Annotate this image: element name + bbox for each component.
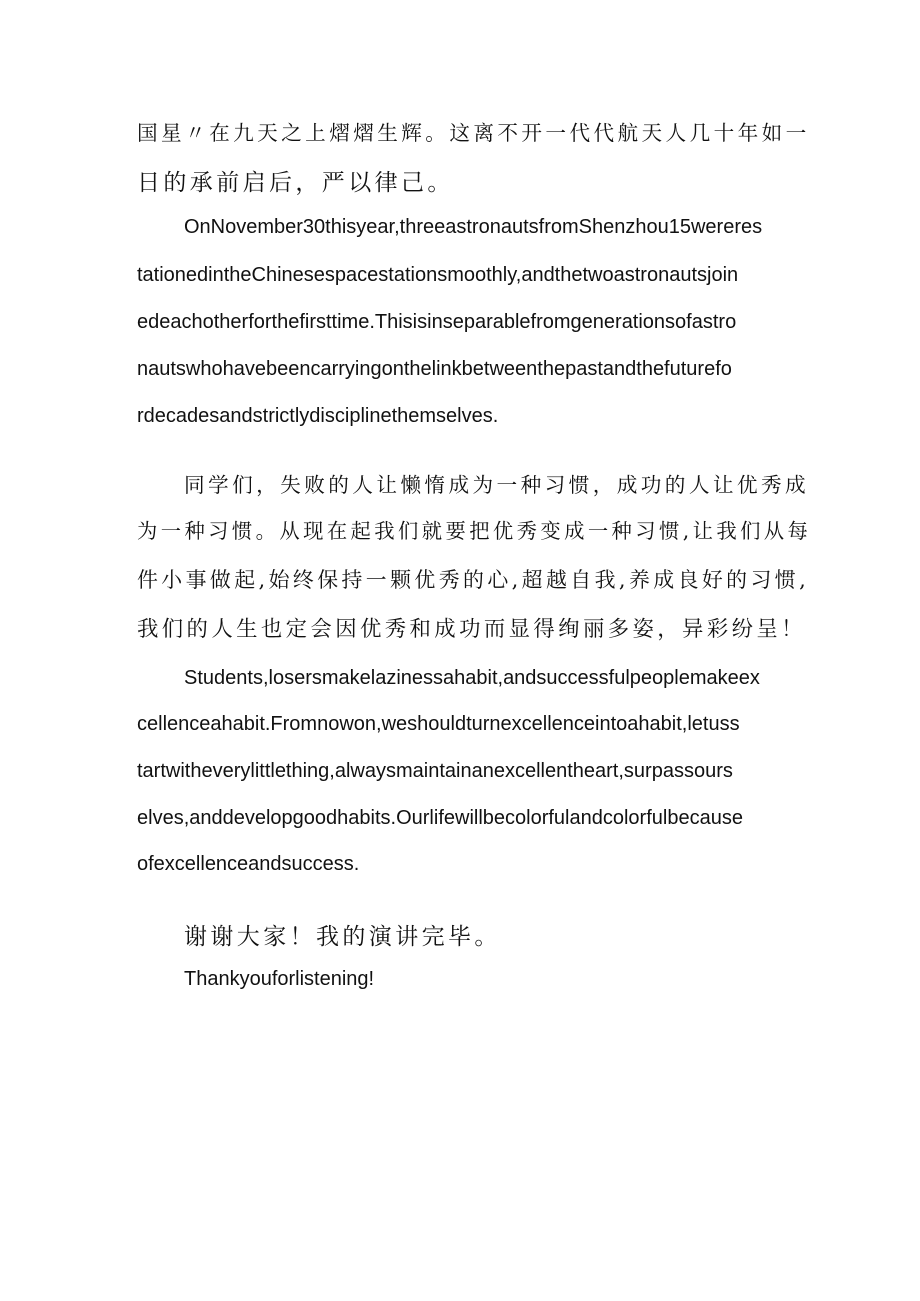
paragraph-en-line: tationedintheChinesespacestationsmoothly,andthetwoastronautsjoin: [137, 264, 739, 286]
paragraph-en-line: Students,losersmakelazinessahabit,andsuccessfulpeoplemakeex: [184, 667, 760, 689]
closing-en-line: Thankyouforlistening!: [184, 968, 375, 990]
paragraph-en-line: elves,anddevelopgoodhabits.Ourlifewillbecolorfulandcolorfulbecause: [137, 807, 743, 829]
closing-zh-line: 谢谢大家！我的演讲完毕。: [184, 924, 501, 950]
paragraph-zh-line: 件小事做起,始终保持一颗优秀的心,超越自我,养成良好的习惯,: [137, 568, 810, 592]
paragraph-zh-line: 我们的人生也定会因优秀和成功而显得绚丽多姿，异彩纷呈！: [137, 617, 806, 642]
paragraph-zh-line: 日的承前启后，严以律己。: [137, 170, 454, 196]
paragraph-en-line: edeachotherforthefirsttime.Thisisinseparablefromgenerationsofastro: [137, 311, 737, 333]
paragraph-zh-line: 为一种习惯。从现在起我们就要把优秀变成一种习惯,让我们从每: [137, 519, 812, 543]
paragraph-zh-line: 国星〃在九天之上熠熠生辉。这离不开一代代航天人几十年如一: [137, 121, 810, 145]
paragraph-zh-line: 同学们，失败的人让懒惰成为一种习惯，成功的人让优秀成: [184, 473, 810, 497]
paragraph-en-line: OnNovember30thisyear,threeastronautsfromShenzhou15wereres: [184, 216, 763, 238]
paragraph-en-line: tartwitheverylittlething,alwaysmaintainanexcellentheart,surpassours: [137, 760, 733, 782]
paragraph-en-line: rdecadesandstrictlydisciplinethemselves.: [137, 405, 499, 427]
paragraph-en-line: nautswhohavebeencarryingonthelinkbetweenthepastandthefuturefo: [137, 358, 732, 380]
paragraph-en-line: cellenceahabit.Fromnowon,weshouldturnexcellenceintoahabit,letuss: [137, 713, 740, 735]
paragraph-en-line: ofexcellenceandsuccess.: [137, 853, 360, 875]
